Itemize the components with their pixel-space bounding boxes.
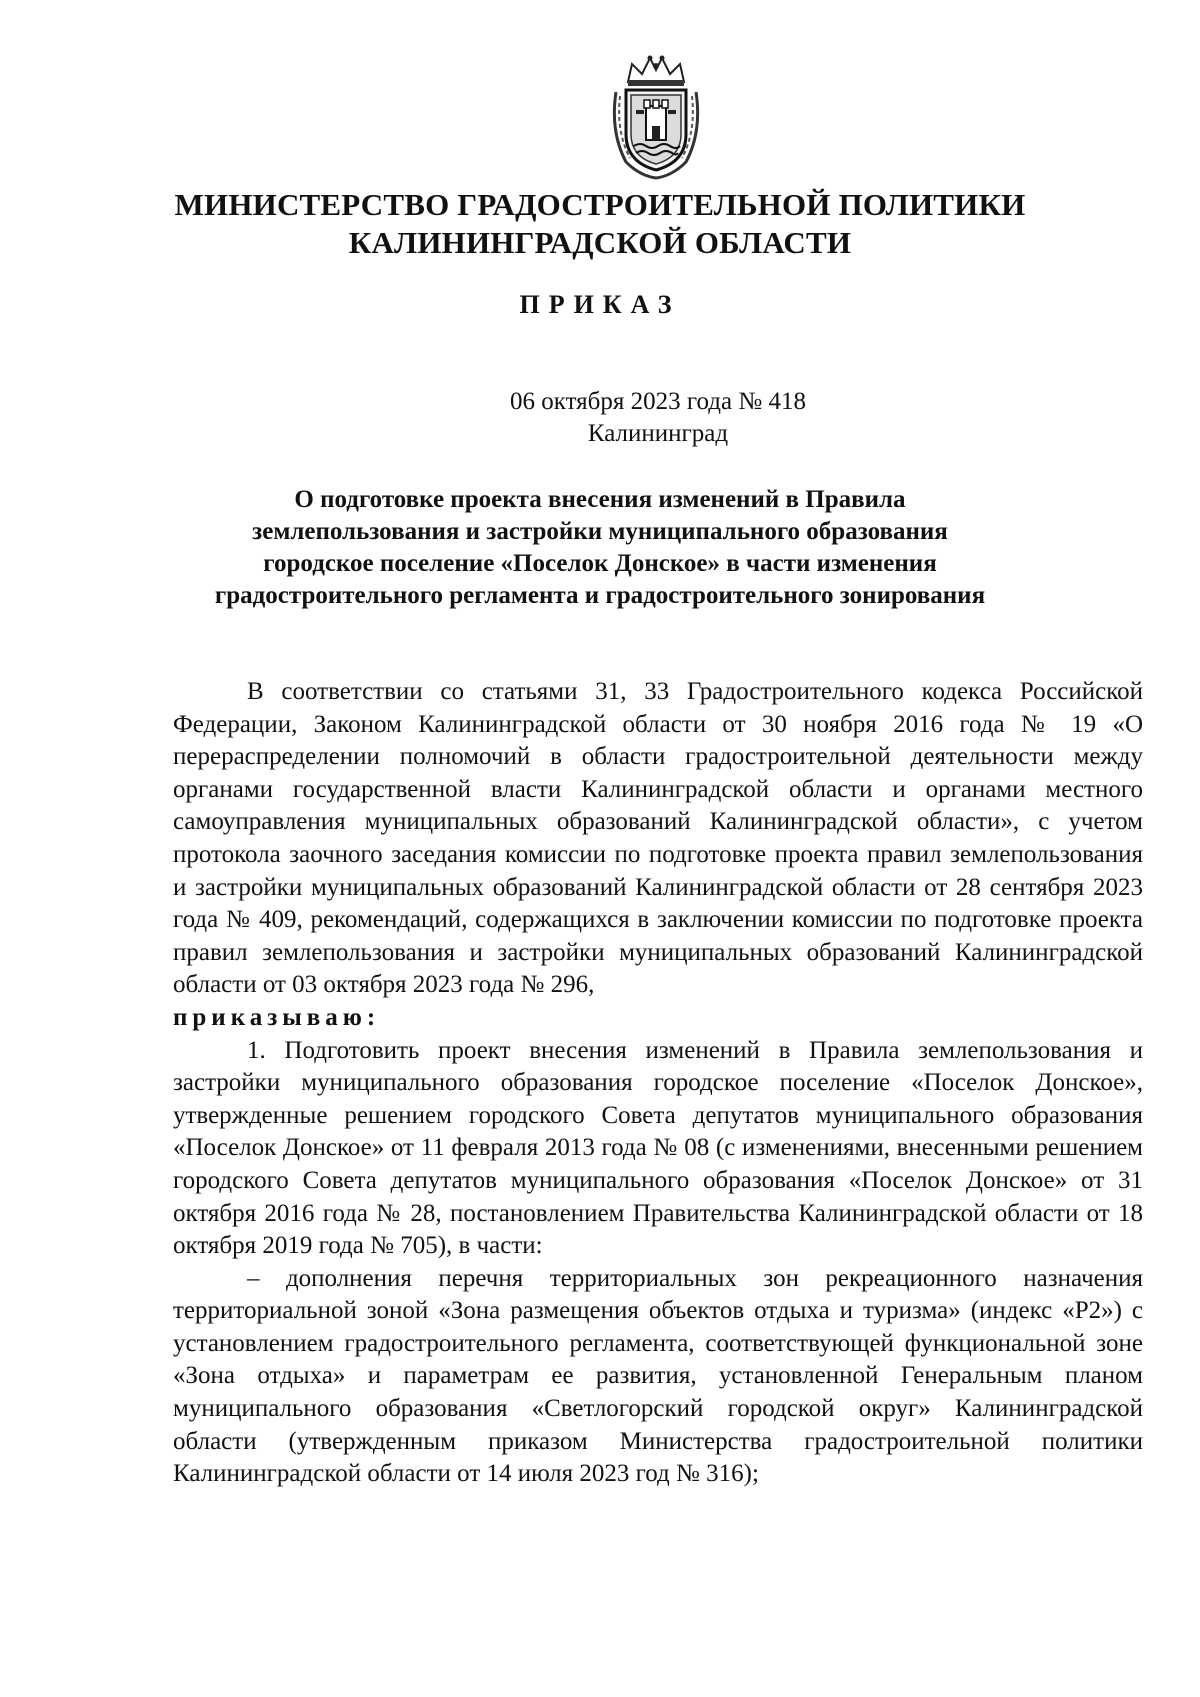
subject-line: градостроительного регламента и градостроительного зонирования [214, 582, 986, 609]
subject-line: О подготовке проекта внесения изменений в Правила [294, 486, 906, 513]
preamble-paragraph: В соответствии со статьями 31, 33 Градостроительного кодекса Российской Федерации, Законом Калининградской области от 30 ноября 2016 года № 19 «О перераспределении полномочий в области градостроительной деятельности между органами государственной власти Калининградской области и органами местного самоуправления муниципальных образований Калининградской области», с учетом протокола заочного заседания комиссии по подготовке проекта правил землепользования и застройки муниципальных образований Калининградской области от 28 сентября 2023 года № 409, рекомендаций, содержащихся в заключении комиссии по подготовке проекта правил землепользования и застройки муниципальных образований Калининградской области от 03 октября 2023 года № 296, [173, 678, 1143, 999]
order-city: Калининград [587, 420, 729, 447]
order-word: приказываю: [173, 1003, 381, 1031]
order-date-number: 06 октября 2023 года № 418 [510, 388, 806, 415]
ministry-line-2: КАЛИНИНГРАДСКОЙ ОБЛАСТИ [348, 225, 852, 260]
item-1-dash-paragraph: – дополнения перечня территориальных зон рекреационного назначения территориальной зоной «Зона размещения объектов отдыха и туризма» (индекс «Р2») с установлением градостроительного регламента, соответствующей функциональной зоне «Зона отдыха» и параметрам ее развития, установленной Генеральным планом муниципального образования «Светлогорский городской округ» Калининградской области (утвержденным приказом Министерства градостроительной политики Калининградской области от 14 июля 2023 год № 316); [173, 1264, 1143, 1488]
order-subject [0, 484, 1200, 612]
subject-line: землепользования и застройки муниципального образования [252, 518, 948, 545]
coat-of-arms-icon [606, 52, 706, 180]
ministry-line-1: МИНИСТЕРСТВО ГРАДОСТРОИТЕЛЬНОЙ ПОЛИТИКИ [174, 187, 1026, 222]
document-type: ПРИКАЗ [519, 290, 681, 319]
order-body [173, 676, 1143, 1491]
subject-line: городское поселение «Поселок Донское» в части изменения [263, 550, 937, 577]
ministry-name [0, 186, 1200, 262]
item-1-paragraph: 1. Подготовить проект внесения изменений в Правила землепользования и застройки муниципального образования городское поселение «Поселок Донское», утвержденные решением городского Совета депутатов муниципального образования «Поселок Донское» от 11 февраля 2013 года № 08 (с изменениями, внесенными решением городского Совета депутатов муниципального образования «Поселок Донское» от 31 октября 2016 года № 28, постановлением Правительства Калининградской области от 18 октября 2019 года № 705), в части: [173, 1036, 1143, 1260]
